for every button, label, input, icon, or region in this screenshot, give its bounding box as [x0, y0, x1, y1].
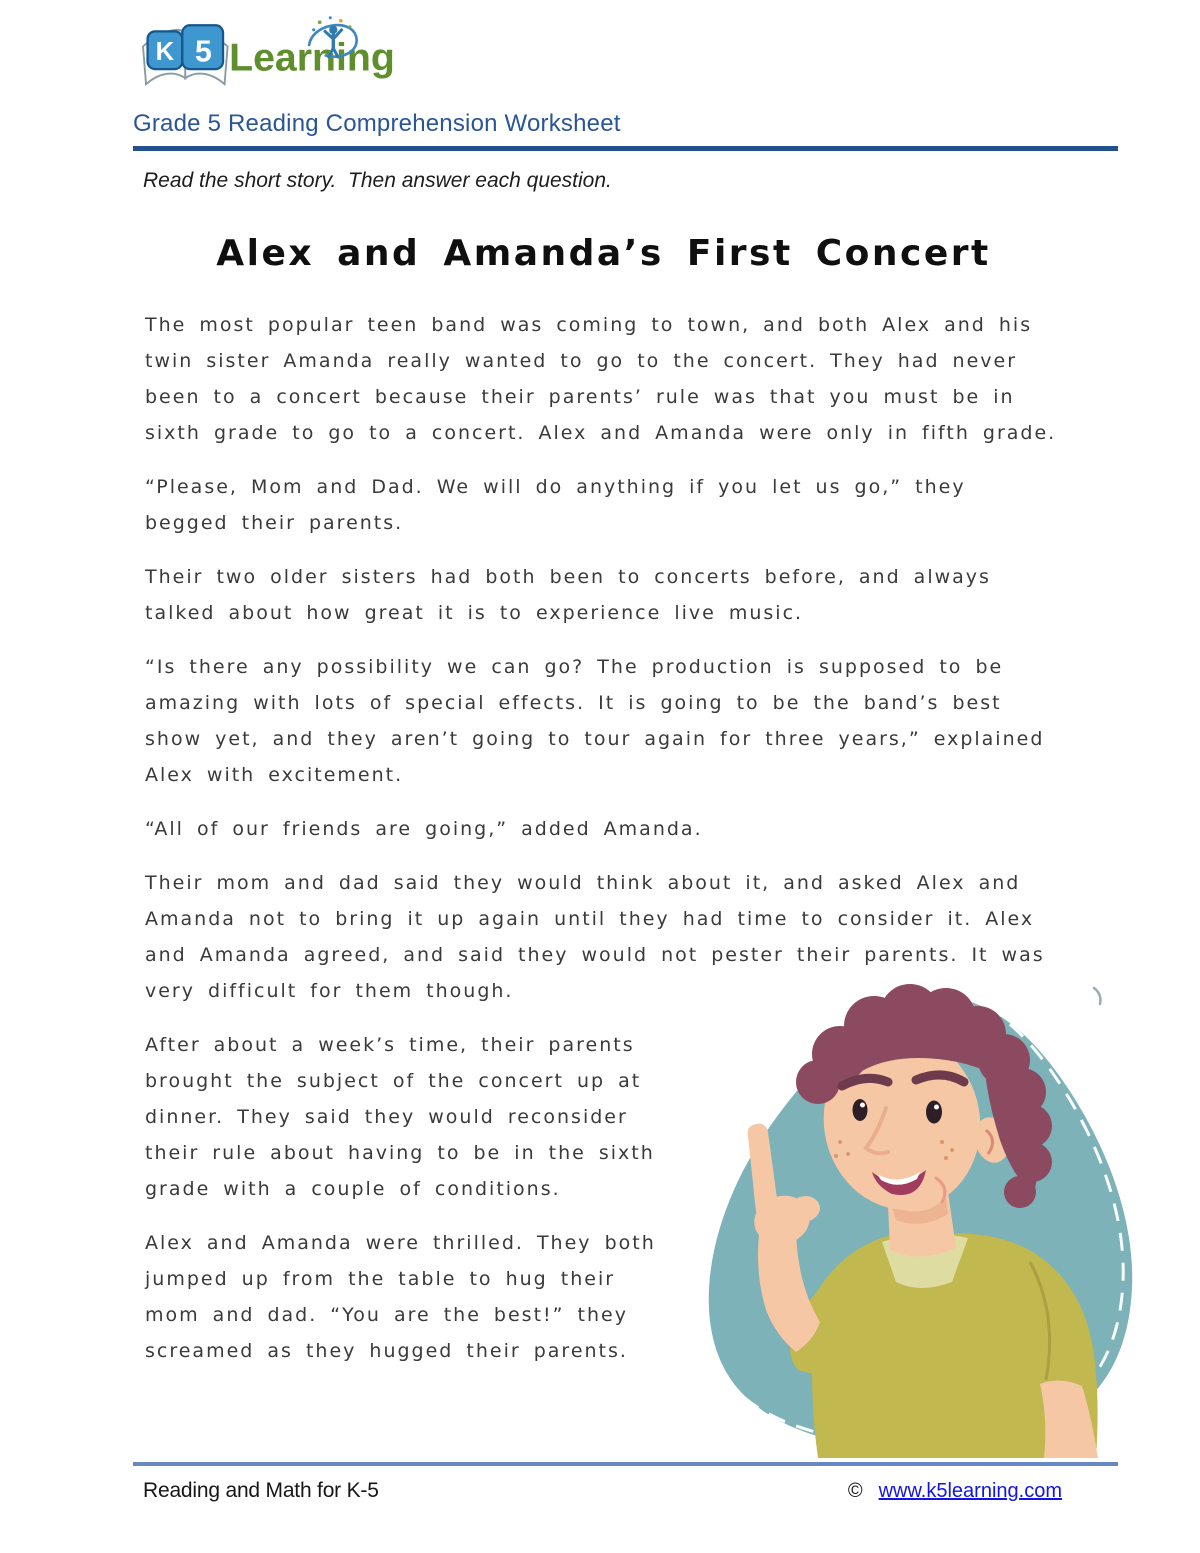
story-paragraph: “All of our friends are going,” added Amanda.: [145, 818, 703, 840]
story-title: Alex and Amanda’s First Concert: [216, 233, 991, 274]
story-paragraph: Their two older sisters had both been to concerts before, and always talked about how great it is to experience live music.: [145, 566, 991, 624]
footer-rule: [133, 1462, 1118, 1466]
story-paragraph: “Is there any possibility we can go? The production is supposed to be amazing with lots of special effects. It is going to be the band’s best show yet, and they aren’t going to tour again for three years,” explained Alex with excitement.: [145, 656, 1045, 786]
instructions-text: Read the short story. Then answer each question.: [143, 169, 612, 192]
footer-copyright: [848, 1480, 1062, 1503]
boy-pointing-illustration: [690, 980, 1140, 1458]
story-paragraph: Alex and Amanda were thrilled. They both jumped up from the table to hug their mom and dad. “You are the best!” they screamed as they hugged their parents.: [145, 1232, 656, 1362]
story-paragraph: The most popular teen band was coming to town, and both Alex and his twin sister Amanda really wanted to go to the concert. They had never been to a concert because their parents’ rule was that you must be in sixth grade to go to a concert. Alex and Amanda were only in fifth grade.: [145, 314, 1057, 444]
story-paragraph: Their mom and dad said they would think about it, and asked Alex and Amanda not to bring it up again until they had time to consider it. Alex and Amanda agreed, and said they would not pester their parents. It was very difficult for them though.: [145, 872, 1045, 1002]
story-paragraph: “Please, Mom and Dad. We will do anything if you let us go,” they begged their parents.: [145, 476, 966, 534]
footer-tagline: Reading and Math for K-5: [143, 1479, 379, 1502]
worksheet-heading: Grade 5 Reading Comprehension Worksheet: [133, 110, 621, 137]
logo-learning-text: Learning: [229, 35, 395, 80]
copyright-symbol: ©: [847, 1480, 863, 1502]
book-icon: [143, 25, 228, 84]
k5learning-link[interactable]: www.k5learning.com: [878, 1480, 1062, 1502]
logo-digit-5: 5: [195, 35, 212, 69]
header-rule: [133, 146, 1118, 151]
story-paragraph: After about a week’s time, their parents brought the subject of the concert up at dinner. They said they would reconsider their rule about having to be in the sixth grade with a couple of conditions.: [145, 1034, 655, 1200]
story-body: [145, 231, 1062, 1458]
logo-letter-k: K: [155, 38, 175, 67]
k5-learning-logo-icon: [140, 14, 402, 100]
